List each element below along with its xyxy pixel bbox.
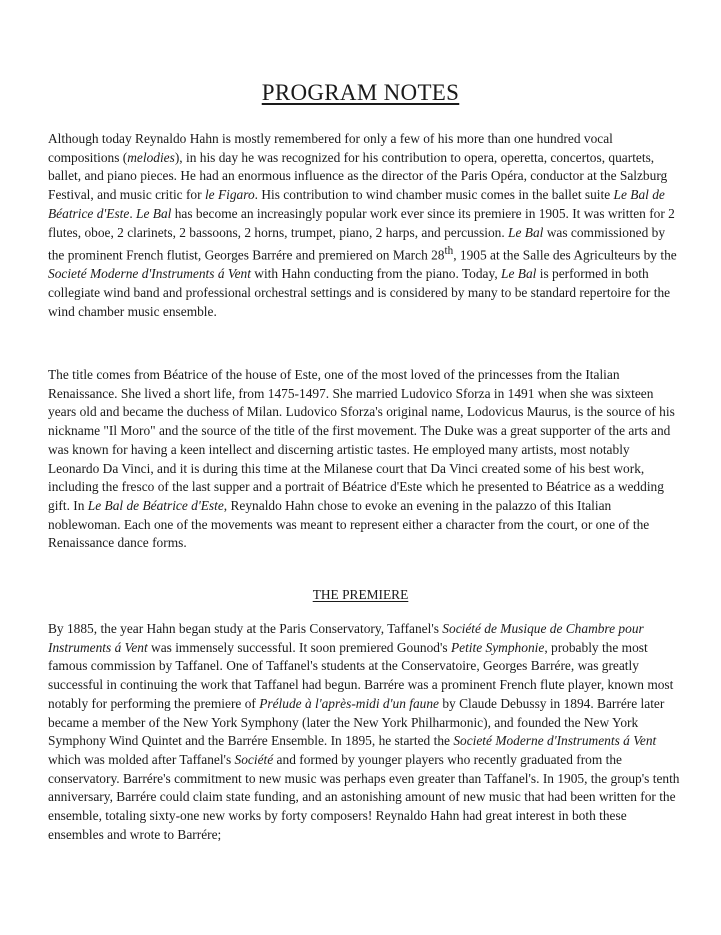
body-text: is performed in both collegiate wind band and professional orchestral settings and is considered by many to be standard repertoire for the wind chamber music ensemble. [48, 266, 671, 319]
paragraph-premiere [48, 620, 684, 844]
italic-title-text: le Figaro [204, 187, 255, 203]
body-text: , probably the most famous commission by Taffanel. One of Taffanel's students at the Conservatoire, Georges Barrére, was greatly successful in continuing the work that Taffanel had begun. Barrére was a prominent French flute player, known most notably for performing the premiere of [48, 639, 674, 711]
page-title: PROGRAM NOTES [261, 80, 460, 105]
body-text: , 1905 at the Salle des Agriculteurs by the [453, 247, 677, 263]
italic-title-text: Le Bal [136, 205, 172, 221]
italic-title-text: Le Bal [501, 266, 537, 282]
body-text: by Claude Debussy in 1894. Barrére later became a member of the New York Symphony (later the New York Philharmonic), and founded the New York Symphony Wind Quintet and the Barrére Ensemble. In 1895, he started the [48, 695, 665, 749]
body-text: Although today Reynaldo Hahn is mostly remembered for only a few of his more than one hundred vocal compositions ( [48, 131, 613, 165]
body-text: which was molded after Taffanel's [48, 751, 235, 767]
italic-title-text: melodies [127, 149, 175, 165]
body-text: has become an increasingly popular work ever since its premiere in 1905. It was written for 2 flutes, oboe, 2 clarinets, 2 bassoons, 2 horns, trumpet, piano, 2 harps, and percussion. [48, 205, 675, 240]
italic-title-text: Le Bal de Béatrice d'Este [87, 497, 224, 513]
italic-title-text: Prélude à l'après-midi d'un faune [259, 695, 439, 711]
italic-title-text: Société [234, 751, 274, 767]
italic-title-text: Societé Moderne d'Instruments á Vent [48, 266, 251, 282]
body-text: , Reynaldo Hahn chose to evoke an evening in the palazzo of this Italian noblewoman. Each one of the movements was meant to represent either a character from the court, or one of the Renaissance dance forms. [48, 497, 650, 551]
italic-title-text: Petite Symphonie [450, 639, 545, 655]
section-heading-premiere: THE PREMIERE [312, 587, 409, 602]
italic-title-text: Le Bal [508, 224, 544, 240]
body-text: . His contribution to wind chamber music comes in the ballet suite [254, 187, 614, 203]
italic-title-text: Societé Moderne d'Instruments á Vent [453, 733, 657, 749]
body-text: ), in his day he was recognized for his contribution to opera, operetta, concertos, quartets, ballet, and piano pieces. He had an enormous influence as the director of the Paris Opéra, conductor at the Salzburg Festival, and music critic for [48, 149, 668, 203]
italic-title-text: Le Bal de Béatrice d'Este [48, 187, 665, 221]
body-text: By 1885, the year Hahn began study at the Paris Conservatory, Taffanel's [48, 621, 443, 636]
body-text: with Hahn conducting from the piano. Today, [250, 266, 502, 282]
body-text: . [129, 205, 137, 221]
body-text: was commissioned by the prominent French flutist, Georges Barrére and premiered on March 28 [48, 224, 666, 263]
superscript-text: th [444, 245, 454, 258]
paragraph-hahn-intro [48, 130, 684, 322]
italic-title-text: Société de Musique de Chambre pour Instruments á Vent [48, 621, 644, 655]
body-text: and formed by younger players who recently graduated from the conservatory. Barrére's commitment to new music was perhaps even greater than Taffanel's. In 1905, the group's tenth anniversary, Barrére could claim state funding, and an astonishing amount of new music that had been written for the ensemble, totaling sixty-one new works by forty composers! Reynaldo Hahn had great interest in both these ensembles and wrote to Barrére; [48, 751, 680, 842]
paragraph-title-origin [48, 366, 684, 553]
body-text: The title comes from Béatrice of the house of Este, one of the most loved of the princesses from the Italian Renaissance. She lived a short life, from 1475-1497. She married Ludovico Sforza in 1491 when she was sixteen years old and became the duchess of Milan. Ludovico Sforza's original name, Lodovicus Maurus, is the source of his nickname "Il Moro" and the source of the title of the first movement. The Duke was a great supporter of the arts and was known for having a keen intellect and discerning artistic tastes. He employed many artists, most notably Leonardo Da Vinci, and it is during this time at the Milanese court that Da Vinci created some of his best work, including the fresco of the last supper and a portrait of Béatrice d'Este which he presented to Béatrice as a wedding gift. In [48, 367, 675, 513]
body-text: was immensely successful. It soon premiered Gounod's [147, 639, 451, 655]
